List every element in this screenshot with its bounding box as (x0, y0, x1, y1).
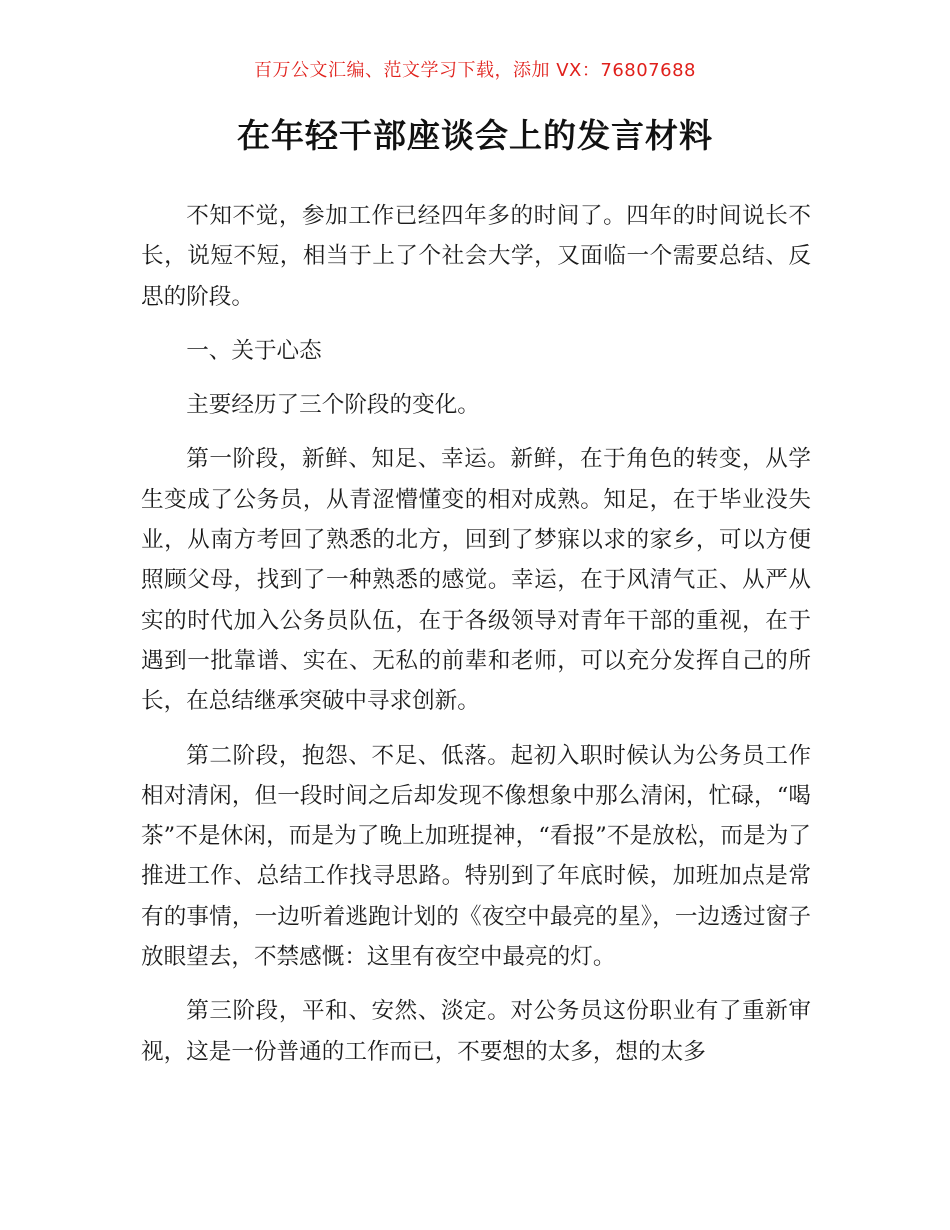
section-heading: 一、关于心态 (186, 337, 322, 364)
paragraph-stage-two: 第二阶段，抱怨、不足、低落。起初入职时候认为公务员工作相对清闲，但一段时间之后却发现不像想象中那么清闲，忙碌，“喝茶”不是休闲，而是为了晚上加班提神，“看报”不是放松，而是为了推进工作、总结工作找寻思路。特别到了年底时候，加班加点是常有的事情，一边听着逃跑计划的《夜空中最亮的星》，一边透过窗子放眼望去，不禁感慨：这里有夜空中最亮的灯。 (141, 742, 811, 971)
document-title: 在年轻干部座谈会上的发言材料 (237, 116, 713, 155)
paragraph-stage-three: 第三阶段，平和、安然、淡定。对公务员这份职业有了重新审视，这是一份普通的工作而已，不要想的太多，想的太多 (141, 998, 811, 1065)
paragraph-stages-intro: 主要经历了三个阶段的变化。 (186, 392, 480, 419)
paragraph-stage-one: 第一阶段，新鲜、知足、幸运。新鲜，在于角色的转变，从学生变成了公务员，从青涩懵懂变的相对成熟。知足，在于毕业没失业，从南方考回了熟悉的北方，回到了梦寐以求的家乡，可以方便照顾父母，找到了一种熟悉的感觉。幸运，在于风清气正、从严从实的时代加入公务员队伍，在于各级领导对青年干部的重视，在于遇到一批靠谱、实在、无私的前辈和老师，可以充分发挥自己的所长，在总结继承突破中寻求创新。 (141, 446, 811, 715)
document-body (141, 196, 811, 1086)
promo-banner: 百万公文汇编、范文学习下载，添加 VX：76807688 (254, 60, 696, 81)
paragraph-intro: 不知不觉，参加工作已经四年多的时间了。四年的时间说长不长，说短不短，相当于上了个社会大学，又面临一个需要总结、反思的阶段。 (141, 203, 811, 310)
